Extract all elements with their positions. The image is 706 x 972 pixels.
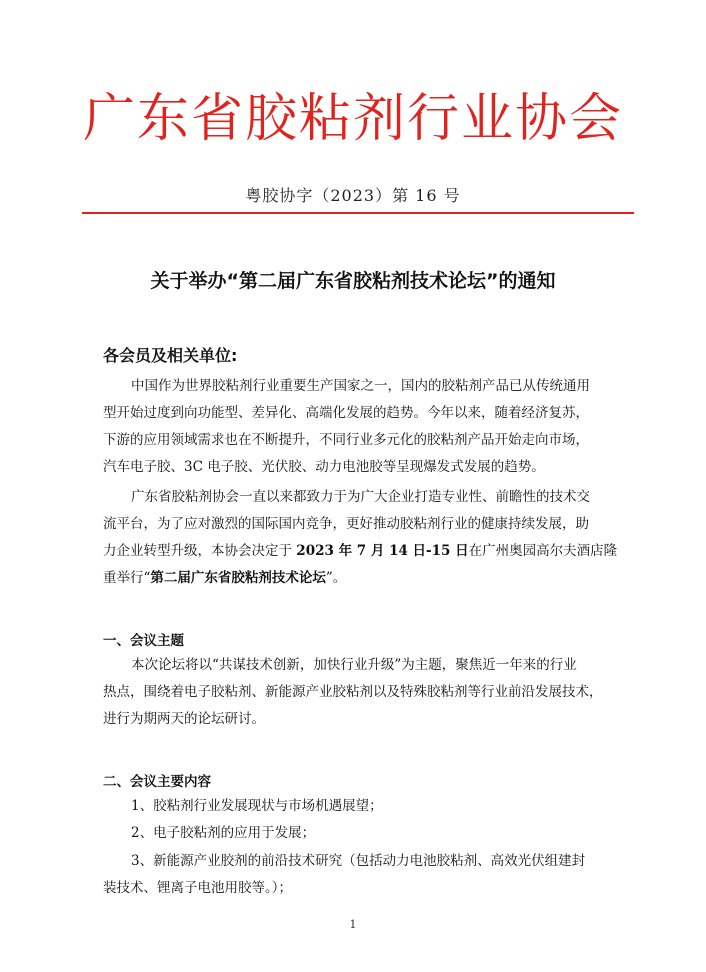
section1-heading: 一、会议主题 [103, 633, 184, 649]
document-number: 粤胶协字（2023）第 16 号 [245, 186, 461, 205]
red-divider-line [82, 212, 634, 214]
intro-p2-line4 [103, 568, 346, 588]
intro-p2-line4-text-b: ”。 [325, 570, 347, 586]
intro-p2-line2: 流平台，为了应对激烈的国际国内竞争，更好推动胶粘剂行业的健康持续发展，助 [103, 516, 589, 532]
intro-p2-line3-text-a: 力企业转型升级，本协会决定于 [103, 543, 297, 559]
section2-item3: 3、新能源产业胶剂的前沿技术研究（包括动力电池胶粘剂、高效光伏组建封 [131, 853, 586, 869]
salutation: 各会员及相关单位: [103, 346, 238, 365]
section1-line3: 进行为期两天的论坛研讨。 [103, 711, 265, 727]
intro-p1-line4: 汽车电子胶、3C 电子胶、光伏胶、动力电池胶等呈现爆发式发展的趋势。 [103, 459, 545, 475]
section1-line1: 本次论坛将以“共谋技术创新，加快行业升级”为主题，聚焦近一年来的行业 [131, 657, 577, 673]
section2-item1: 1、胶粘剂行业发展现状与市场机遇展望； [131, 798, 383, 814]
section2-item3-cont: 装技术、锂离子电池用胶等。）； [103, 880, 292, 896]
page-number: 1 [349, 918, 357, 931]
intro-p2-line3 [103, 541, 617, 561]
organization-letterhead: 广东省胶粘剂行业协会 [82, 89, 623, 149]
section2-item2: 2、电子胶粘剂的应用于发展； [131, 825, 316, 841]
forum-name: 第二届广东省胶粘剂技术论坛 [150, 570, 326, 586]
notice-title: 关于举办“第二届广东省胶粘剂技术论坛”的通知 [150, 270, 556, 292]
section1-line2: 热点，围绕着电子胶粘剂、新能源产业胶粘剂以及特殊胶粘剂等行业前沿发展技术， [103, 684, 603, 700]
meeting-date: 2023 年 7 月 14 日-15 日 [296, 543, 469, 559]
intro-p2-line4-text-a: 重举行“ [103, 570, 151, 586]
intro-p1-line2: 型开始过度到向功能型、差异化、高端化发展的趋势。今年以来，随着经济复苏， [103, 405, 589, 421]
intro-p1-line1: 中国作为世界胶粘剂行业重要生产国家之一，国内的胶粘剂产品已从传统通用 [131, 378, 590, 394]
intro-p2-line1: 广东省胶粘剂协会一直以来都致力于为广大企业打造专业性、前瞻性的技术交 [131, 489, 590, 505]
section2-heading: 二、会议主要内容 [103, 774, 211, 790]
intro-p2-line3-text-b: 在广州奥园高尔夫酒店隆 [468, 543, 618, 559]
intro-p1-line3: 下游的应用领域需求也在不断提升，不同行业多元化的胶粘剂产品开始走向市场， [103, 432, 589, 448]
